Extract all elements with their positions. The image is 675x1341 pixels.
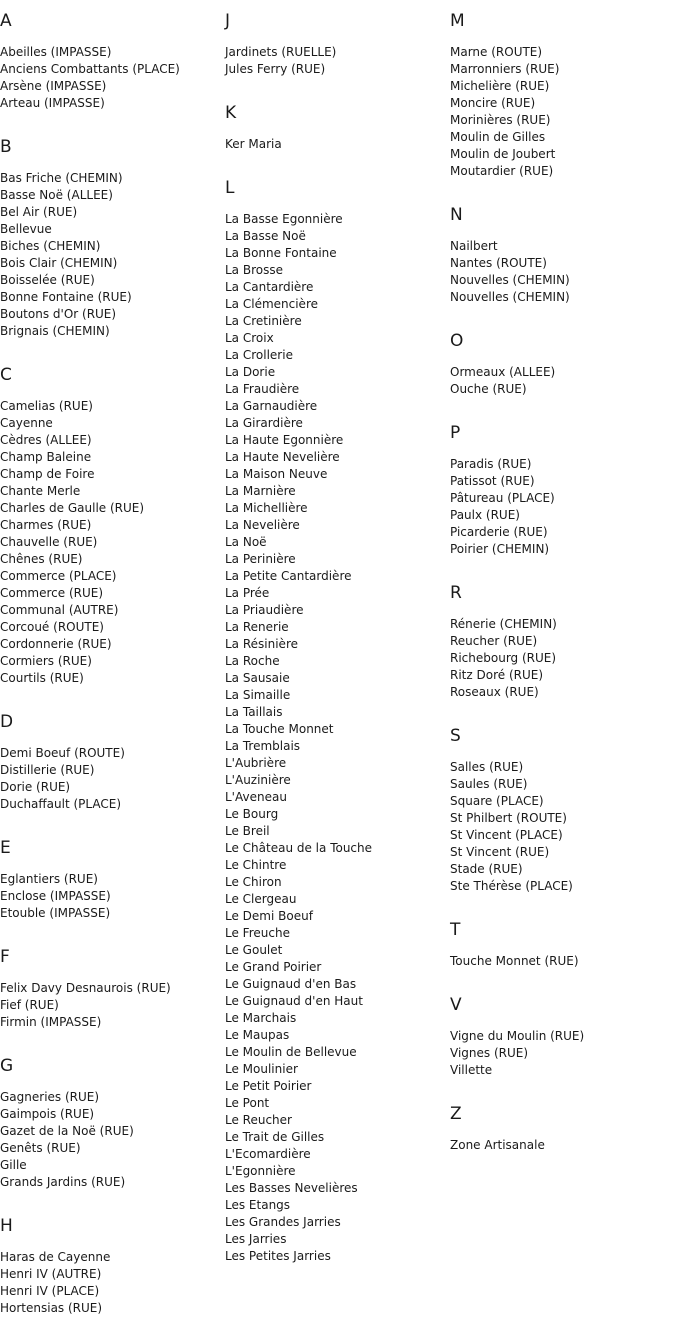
street-link[interactable]: Genêts (RUE)	[0, 1141, 81, 1155]
letter-section-d	[0, 711, 220, 813]
street-link[interactable]: Moutardier (RUE)	[450, 164, 554, 178]
street-link[interactable]: Les Jarries	[225, 1232, 287, 1246]
letter-heading: E	[0, 838, 11, 858]
street-link[interactable]: Duchaffault (PLACE)	[0, 797, 122, 811]
street-link[interactable]: La Basse Egonnière	[225, 212, 343, 226]
letter-section-n	[450, 204, 670, 306]
street-link[interactable]: Commerce (RUE)	[0, 586, 104, 600]
street-link[interactable]: Hortensias (RUE)	[0, 1301, 103, 1315]
street-link[interactable]: Biches (CHEMIN)	[0, 239, 101, 253]
street-link[interactable]: La Sausaie	[225, 671, 290, 685]
letter-section-z	[450, 1103, 670, 1154]
street-link[interactable]: Commerce (PLACE)	[0, 569, 117, 583]
street-link[interactable]: Brignais (CHEMIN)	[0, 324, 110, 338]
letter-heading: K	[225, 103, 237, 123]
street-list	[450, 1137, 670, 1154]
street-link[interactable]: Demi Boeuf (ROUTE)	[0, 746, 125, 760]
street-link[interactable]: La Priaudière	[225, 603, 304, 617]
street-link[interactable]: Le Moulin de Bellevue	[225, 1045, 357, 1059]
street-link[interactable]: Bel Air (RUE)	[0, 205, 78, 219]
street-link[interactable]: Rénerie (CHEMIN)	[450, 617, 557, 631]
letter-heading: G	[0, 1056, 14, 1076]
street-link[interactable]: L'Auzinière	[225, 773, 291, 787]
street-list	[225, 136, 445, 153]
street-link[interactable]: Le Goulet	[225, 943, 283, 957]
street-link[interactable]: Le Trait de Gilles	[225, 1130, 325, 1144]
letter-section-e	[0, 837, 220, 922]
street-link[interactable]: L'Egonnière	[225, 1164, 296, 1178]
street-list	[225, 44, 445, 78]
street-link[interactable]: La Renerie	[225, 620, 289, 634]
street-link[interactable]: Gille	[0, 1158, 27, 1172]
street-link[interactable]: Enclose (IMPASSE)	[0, 889, 111, 903]
street-link[interactable]: Firmin (IMPASSE)	[0, 1015, 102, 1029]
street-link[interactable]: Chante Merle	[0, 484, 81, 498]
street-link[interactable]: La Tremblais	[225, 739, 301, 753]
street-link[interactable]: Chênes (RUE)	[0, 552, 83, 566]
letter-heading: H	[0, 1216, 13, 1236]
street-link[interactable]: L'Aveneau	[225, 790, 287, 804]
street-link[interactable]: Villette	[450, 1063, 493, 1077]
street-link[interactable]: La Girardière	[225, 416, 303, 430]
street-list	[0, 871, 220, 922]
street-list	[450, 1028, 670, 1079]
street-list	[450, 238, 670, 306]
street-link[interactable]: Abeilles (IMPASSE)	[0, 45, 112, 59]
street-link[interactable]: Salles (RUE)	[450, 760, 524, 774]
letter-section-j	[225, 10, 445, 78]
letter-section-b	[0, 136, 220, 340]
street-link[interactable]: Le Petit Poirier	[225, 1079, 312, 1093]
street-link[interactable]: La Clémencière	[225, 297, 318, 311]
street-link[interactable]: Etouble (IMPASSE)	[0, 906, 111, 920]
street-link[interactable]: Le Guignaud d'en Haut	[225, 994, 363, 1008]
street-link[interactable]: La Marnière	[225, 484, 296, 498]
street-link[interactable]: Cèdres (ALLEE)	[0, 433, 92, 447]
letter-heading: B	[0, 137, 12, 157]
street-link[interactable]: Roseaux (RUE)	[450, 685, 539, 699]
letter-section-s	[450, 725, 670, 895]
street-link[interactable]: Ker Maria	[225, 137, 282, 151]
street-link[interactable]: Patissot (RUE)	[450, 474, 535, 488]
street-link[interactable]: La Brosse	[225, 263, 283, 277]
letter-heading: D	[0, 712, 14, 732]
street-link[interactable]: Saules (RUE)	[450, 777, 528, 791]
street-link[interactable]: Le Chintre	[225, 858, 287, 872]
letter-section-f	[0, 946, 220, 1031]
letter-section-a	[0, 10, 220, 112]
street-link[interactable]: La Garnaudière	[225, 399, 318, 413]
letter-heading: T	[450, 920, 461, 940]
letter-heading: A	[0, 11, 12, 31]
street-link[interactable]: Champ Baleine	[0, 450, 92, 464]
letter-heading: M	[450, 11, 465, 31]
street-link[interactable]: Bois Clair (CHEMIN)	[0, 256, 118, 270]
street-link[interactable]: L'Aubrière	[225, 756, 287, 770]
street-link[interactable]: St Philbert (ROUTE)	[450, 811, 567, 825]
letter-heading: F	[0, 947, 10, 967]
street-link[interactable]: La Dorie	[225, 365, 276, 379]
street-index-column-3	[450, 10, 670, 1178]
street-list	[0, 170, 220, 340]
street-link[interactable]: Le Breil	[225, 824, 270, 838]
street-link[interactable]: Henri IV (AUTRE)	[0, 1267, 102, 1281]
street-link[interactable]: La Petite Cantardière	[225, 569, 352, 583]
street-link[interactable]: Richebourg (RUE)	[450, 651, 557, 665]
street-link[interactable]: Cayenne	[0, 416, 53, 430]
street-link[interactable]: Champ de Foire	[0, 467, 95, 481]
street-link[interactable]: Ste Thérèse (PLACE)	[450, 879, 573, 893]
street-link[interactable]: St Vincent (PLACE)	[450, 828, 563, 842]
street-link[interactable]: Touche Monnet (RUE)	[450, 954, 579, 968]
letter-heading: J	[225, 11, 231, 31]
street-list	[450, 44, 670, 180]
street-list	[0, 1089, 220, 1191]
letter-heading: R	[450, 583, 462, 603]
street-link[interactable]: Marronniers (RUE)	[450, 62, 560, 76]
street-link[interactable]: La Fraudière	[225, 382, 300, 396]
street-link[interactable]: Pâtureau (PLACE)	[450, 491, 555, 505]
street-link[interactable]: La Roche	[225, 654, 280, 668]
street-link[interactable]: Arsène (IMPASSE)	[0, 79, 107, 93]
street-link[interactable]: La Basse Noë	[225, 229, 306, 243]
street-link[interactable]: Ritz Doré (RUE)	[450, 668, 544, 682]
street-link[interactable]: Paulx (RUE)	[450, 508, 520, 522]
street-link[interactable]: La Croix	[225, 331, 274, 345]
street-link[interactable]: Le Marchais	[225, 1011, 297, 1025]
street-link[interactable]: Morinières (RUE)	[450, 113, 551, 127]
street-link[interactable]: Le Grand Poirier	[225, 960, 322, 974]
street-link[interactable]: Les Grandes Jarries	[225, 1215, 341, 1229]
street-link[interactable]: Communal (AUTRE)	[0, 603, 119, 617]
street-link[interactable]: Basse Noë (ALLEE)	[0, 188, 113, 202]
street-list	[0, 398, 220, 687]
letter-heading: P	[450, 423, 461, 443]
letter-heading: O	[450, 331, 464, 351]
street-link[interactable]: Vignes (RUE)	[450, 1046, 529, 1060]
street-link[interactable]: La Bonne Fontaine	[225, 246, 337, 260]
street-link[interactable]: Gagneries (RUE)	[0, 1090, 100, 1104]
street-list	[450, 364, 670, 398]
street-link[interactable]: St Vincent (RUE)	[450, 845, 550, 859]
street-link[interactable]: Le Demi Boeuf	[225, 909, 313, 923]
street-list	[450, 616, 670, 701]
letter-section-k	[225, 102, 445, 153]
street-link[interactable]: Marne (ROUTE)	[450, 45, 543, 59]
letter-section-v	[450, 994, 670, 1079]
street-link[interactable]: Dorie (RUE)	[0, 780, 71, 794]
street-link[interactable]: Grands Jardins (RUE)	[0, 1175, 126, 1189]
letter-heading: C	[0, 365, 12, 385]
street-link[interactable]: Paradis (RUE)	[450, 457, 532, 471]
letter-section-m	[450, 10, 670, 180]
street-link[interactable]: Le Guignaud d'en Bas	[225, 977, 357, 991]
street-link[interactable]: L'Ecomardière	[225, 1147, 311, 1161]
street-link[interactable]: Le Chiron	[225, 875, 282, 889]
street-link[interactable]: Le Moulinier	[225, 1062, 298, 1076]
letter-section-o	[450, 330, 670, 398]
letter-section-c	[0, 364, 220, 687]
street-link[interactable]: Chauvelle (RUE)	[0, 535, 98, 549]
street-link[interactable]: La Simaille	[225, 688, 291, 702]
street-link[interactable]: Bas Friche (CHEMIN)	[0, 171, 123, 185]
street-link[interactable]: Arteau (IMPASSE)	[0, 96, 105, 110]
street-link[interactable]: Le Bourg	[225, 807, 279, 821]
street-link[interactable]: Nailbert	[450, 239, 498, 253]
street-index-column-2	[225, 10, 445, 1289]
street-link[interactable]: Felix Davy Desnaurois (RUE)	[0, 981, 171, 995]
street-link[interactable]: Vigne du Moulin (RUE)	[450, 1029, 585, 1043]
street-link[interactable]: Picarderie (RUE)	[450, 525, 548, 539]
letter-section-h	[0, 1215, 220, 1317]
street-link[interactable]: La Crollerie	[225, 348, 293, 362]
street-list	[0, 1249, 220, 1317]
letter-heading: S	[450, 726, 461, 746]
street-list	[0, 745, 220, 813]
street-link[interactable]: La Perinière	[225, 552, 296, 566]
street-link[interactable]: Nouvelles (CHEMIN)	[450, 273, 570, 287]
street-link[interactable]: Corcoué (ROUTE)	[0, 620, 104, 634]
street-link[interactable]: Fief (RUE)	[0, 998, 59, 1012]
street-link[interactable]: Reucher (RUE)	[450, 634, 538, 648]
street-link[interactable]: Moncire (RUE)	[450, 96, 536, 110]
street-link[interactable]: Le Clergeau	[225, 892, 297, 906]
street-link[interactable]: Camelias (RUE)	[0, 399, 93, 413]
letter-section-r	[450, 582, 670, 701]
street-link[interactable]: La Nevelière	[225, 518, 300, 532]
street-link[interactable]: La Prée	[225, 586, 270, 600]
street-link[interactable]: Le Freuche	[225, 926, 290, 940]
letter-section-t	[450, 919, 670, 970]
street-link[interactable]: Eglantiers (RUE)	[0, 872, 98, 886]
street-link[interactable]: Le Reucher	[225, 1113, 292, 1127]
letter-heading: L	[225, 178, 235, 198]
street-link[interactable]: La Cantardière	[225, 280, 314, 294]
street-link[interactable]: La Résinière	[225, 637, 298, 651]
street-link[interactable]: Ouche (RUE)	[450, 382, 527, 396]
street-link[interactable]: Haras de Cayenne	[0, 1250, 111, 1264]
street-link[interactable]: Nantes (ROUTE)	[450, 256, 547, 270]
street-link[interactable]: Moulin de Joubert	[450, 147, 556, 161]
street-link[interactable]: Anciens Combattants (PLACE)	[0, 62, 180, 76]
street-link[interactable]: La Cretinière	[225, 314, 302, 328]
street-link[interactable]: Distillerie (RUE)	[0, 763, 95, 777]
street-link[interactable]: Square (PLACE)	[450, 794, 544, 808]
street-link[interactable]: Boutons d'Or (RUE)	[0, 307, 117, 321]
letter-heading: V	[450, 995, 462, 1015]
street-link[interactable]: Bellevue	[0, 222, 52, 236]
street-link[interactable]: Cormiers (RUE)	[0, 654, 92, 668]
street-list	[0, 980, 220, 1031]
street-link[interactable]: Moulin de Gilles	[450, 130, 546, 144]
street-link[interactable]: Charmes (RUE)	[0, 518, 92, 532]
street-link[interactable]: Jules Ferry (RUE)	[225, 62, 326, 76]
street-link[interactable]: Zone Artisanale	[450, 1138, 545, 1152]
street-list	[450, 953, 670, 970]
street-link[interactable]: Nouvelles (CHEMIN)	[450, 290, 570, 304]
letter-heading: N	[450, 205, 463, 225]
street-link[interactable]: Poirier (CHEMIN)	[450, 542, 550, 556]
letter-section-g	[0, 1055, 220, 1191]
street-link[interactable]: Bonne Fontaine (RUE)	[0, 290, 132, 304]
street-link[interactable]: La Maison Neuve	[225, 467, 328, 481]
street-list	[0, 44, 220, 112]
street-link[interactable]: La Haute Nevelière	[225, 450, 340, 464]
street-link[interactable]: Henri IV (PLACE)	[0, 1284, 100, 1298]
street-link[interactable]: La Haute Egonnière	[225, 433, 344, 447]
street-link[interactable]: Boisselée (RUE)	[0, 273, 95, 287]
street-link[interactable]: Jardinets (RUELLE)	[225, 45, 337, 59]
street-link[interactable]: Charles de Gaulle (RUE)	[0, 501, 145, 515]
street-link[interactable]: Michelière (RUE)	[450, 79, 550, 93]
street-link[interactable]: La Touche Monnet	[225, 722, 334, 736]
street-link[interactable]: Gaimpois (RUE)	[0, 1107, 95, 1121]
letter-section-l	[225, 177, 445, 1265]
street-list	[450, 759, 670, 895]
street-list	[225, 211, 445, 1265]
street-list	[450, 456, 670, 558]
street-link[interactable]: Le Château de la Touche	[225, 841, 373, 855]
street-link[interactable]: Le Maupas	[225, 1028, 290, 1042]
street-link[interactable]: La Taillais	[225, 705, 283, 719]
street-link[interactable]: Les Basses Nevelières	[225, 1181, 358, 1195]
street-link[interactable]: La Noë	[225, 535, 267, 549]
street-link[interactable]: Ormeaux (ALLEE)	[450, 365, 556, 379]
street-link[interactable]: La Michellière	[225, 501, 308, 515]
street-link[interactable]: Les Petites Jarries	[225, 1249, 331, 1263]
street-link[interactable]: Courtils (RUE)	[0, 671, 84, 685]
street-link[interactable]: Gazet de la Noë (RUE)	[0, 1124, 134, 1138]
street-link[interactable]: Cordonnerie (RUE)	[0, 637, 112, 651]
street-index-column-1	[0, 10, 220, 1341]
street-link[interactable]: Le Pont	[225, 1096, 270, 1110]
letter-heading: Z	[450, 1104, 462, 1124]
street-link[interactable]: Stade (RUE)	[450, 862, 523, 876]
street-link[interactable]: Les Etangs	[225, 1198, 291, 1212]
letter-section-p	[450, 422, 670, 558]
